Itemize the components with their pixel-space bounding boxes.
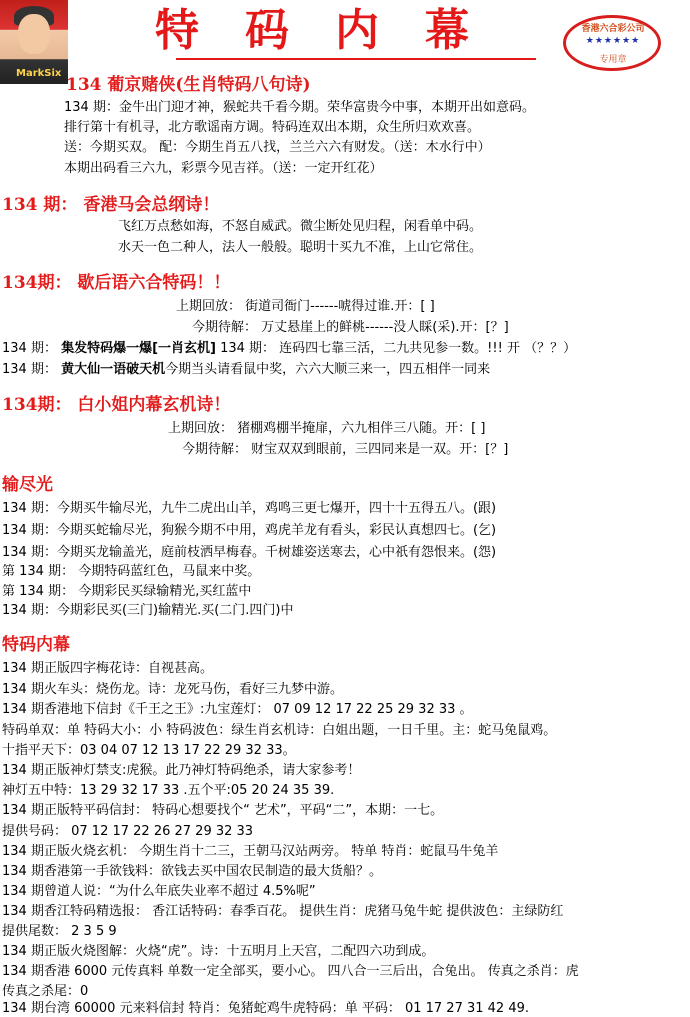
sec6-line: 提供尾数： 2 3 5 9 [2, 924, 117, 939]
sec1-line: 送：今期买双。 配：今期生肖五八找，兰兰六六有财发。（送：木水行中） [64, 140, 491, 155]
section-heading-3: 134期： 歇后语六合特码！！ [2, 273, 231, 293]
sec6-line: 神灯五中特：13 29 32 17 33 .五个平:05 20 24 35 39. [2, 783, 335, 798]
sec6-line: 134 期香港地下信封《千王之王》:九宝莲灯： 07 09 12 17 22 25 29 32 33 。 [2, 702, 473, 717]
sec5-line: 第 134 期： 今期彩民买绿输精光,买红蓝中 [2, 584, 252, 599]
section-heading-2: 134 期： 香港马会总纲诗！ [2, 195, 220, 215]
sec1-line: 本期出码看三六九，彩票今见吉祥。（送：一定开红花） [64, 161, 383, 176]
sec6-line: 134 期正版特平码信封： 特码心想要找个“ 艺术”，平码“二”，本期：一七。 [2, 803, 444, 818]
section-heading-5: 输尽光 [2, 475, 53, 495]
sec3-line-last: 上期回放： 街道司衙门------唬得过谁.开：[ ] [176, 299, 435, 314]
sec2-line: 飞红万点愁如海，不怒自威武。微尘断处见归程，闲看单中码。 [118, 219, 483, 234]
sec1-line: 排行第十有机寻，北方歌谣南方调。特码连双出本期，众生所归欢欢喜。 [64, 120, 481, 135]
seal-stamp [563, 15, 661, 71]
sec5-line: 134 期：今期买蛇输尽光，狗猴今期不中用，鸡虎羊龙有看头，彩民认真想四七。(乞) [2, 523, 497, 538]
section-heading-6: 特码内幕 [2, 635, 70, 655]
sec4-line-last: 上期回放： 猪棚鸡棚半掩扉，六九相伴三八随。开：[ ] [168, 421, 486, 436]
sec2-line: 水天一色二种人，法人一般般。聪明十买九不准，上山它常住。 [118, 240, 483, 255]
sec6-line: 134 期正版火烧玄机： 今期生肖十二三，王朝马汉站两旁。 特单 特肖：蛇鼠马牛兔羊 [2, 844, 499, 859]
sec6-line: 134 期正版神灯禁支:虎猴。此乃神灯特码绝杀，请大家参考！ [2, 763, 361, 778]
sec6-line: 特码单双：单 特码大小：小 特码波色：绿生肖玄机诗：白姐出题，一日千里。主：蛇马兔鼠鸡。 [2, 723, 557, 738]
page-title: 特码内幕 [155, 5, 515, 56]
sec6-line: 134 期香港 6000 元传真料 单数一定全部买，要小心。 四八合一三后出，合兔出。 传真之杀肖：虎 [2, 964, 579, 979]
sec5-line: 第 134 期： 今期特码蓝红色，马鼠来中奖。 [2, 564, 261, 579]
sec4-line-current: 今期待解： 财宝双双到眼前，三四同来是一双。开：[？] [182, 442, 509, 457]
avatar [0, 0, 68, 84]
seal-text-bottom: 专用章 [599, 55, 627, 65]
seal-stars: ★★★★★★ [585, 36, 641, 46]
title-underline [176, 58, 536, 60]
sec3-line-3: 134 期： 集发特码爆一爆[一肖玄机] 134 期： 连码四七靠三活，二九共见参一数。!!! 开 （？？） [2, 341, 577, 356]
sec6-line: 134 期火车头：烧伤龙。诗：龙死马伤，看好三九梦中游。 [2, 682, 343, 697]
sec5-line: 134 期：今期彩民买(三门)输精光.买(二门.四门)中 [2, 603, 294, 618]
sec6-line: 134 期正版四字梅花诗：自视甚高。 [2, 661, 213, 676]
sec3-line-4: 134 期： 黄大仙一语破天机今期当头请看鼠中奖，六六大顺三来一，四五相伴一同来 [2, 362, 491, 377]
sec6-line: 134 期台湾 60000 元来料信封 特肖：兔猪蛇鸡牛虎特码：单 平码： 01 17 27 31 42 49. [2, 1001, 530, 1016]
section-heading-4: 134期： 白小姐内幕玄机诗！ [2, 395, 231, 415]
sec6-line: 提供号码： 07 12 17 22 26 27 29 32 33 [2, 824, 254, 839]
sec6-line: 134 期曾道人说：“为什么年底失业率不超过 4.5%呢” [2, 884, 316, 899]
sec1-line: 134 期：金牛出门迎才神，猴蛇共千看今期。荣华富贵今中事，本期开出如意码。 [64, 100, 535, 115]
sec6-line: 十指平天下：03 04 07 12 13 17 22 29 32 33。 [2, 743, 296, 758]
sec6-line: 134 期香江特码精选报： 香江话特码：春季百花。 提供生肖：虎猪马兔牛蛇 提供波色：主绿防红 [2, 904, 564, 919]
seal-text-top: 香港六合彩公司 [581, 24, 645, 34]
sec6-line: 134 期香港第一手欲钱料：欲钱去买中国农民制造的最大货船？。 [2, 864, 382, 879]
sec5-line: 134 期：今期买龙输盖光，庭前枝洒早梅春。千树雄姿送寒去，心中祇有怨恨来。(怨) [2, 545, 497, 560]
sec6-line: 传真之杀尾：0 [2, 984, 89, 999]
section-heading-1: 134 葡京赌侠(生肖特码八句诗) [66, 75, 311, 95]
sec6-line: 134 期正版火烧图解：火烧“虎”。诗：十五明月上天宫，二配四六功到成。 [2, 944, 435, 959]
marksix-logo: MarkSix [16, 68, 62, 79]
sec5-line: 134 期：今期买牛输尽光，九牛二虎出山羊，鸡鸣三更七爆开，四十十五得五八。(跟) [2, 501, 497, 516]
sec3-line-current: 今期待解： 万丈悬崖上的鲜桃------没人睬(采).开：[？] [192, 320, 509, 335]
